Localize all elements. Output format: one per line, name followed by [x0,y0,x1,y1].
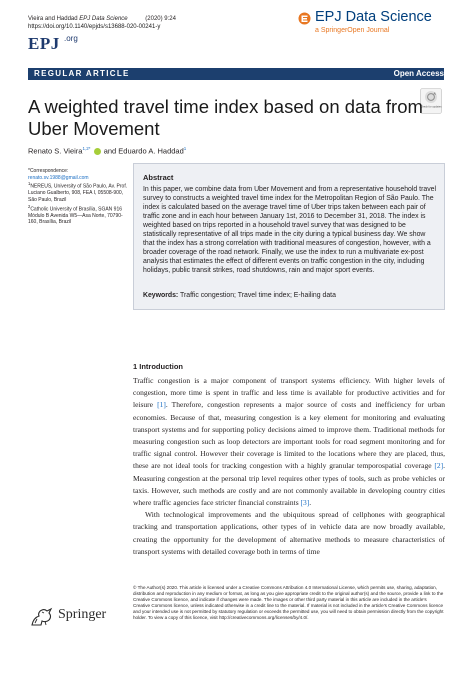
citation-authors: Vieira and Haddad [28,16,78,22]
affiliation-1-marker: 1 [28,181,31,187]
article-type-label: REGULAR ARTICLE [34,69,130,78]
orcid-icon[interactable] [94,148,101,155]
abstract-text: In this paper, we combine data from Uber Movement and from a representative household travel survey to constructs a weighted travel time index for the Metropolitan Region of São Paulo. The index is calculated based on the average travel time of Uber trips taken between each pair of traffic zone and in each hour between January 1st, 2016 to December 31, 2018. The index is weighted based on trips reported in a household travel survey that was designed to be statistically representative of all trips made in the city during a typical business day. We show that the index has a strong correlation with traditional measures of congestion, however, with a broader coverage of the road network. Finally, we use the index to run a multivariate ex-post analysis that estimates the effect of different events on traffic congestion in the city, including holidays, public transit strikes, road shutdowns, rain and major sport events. [143,186,437,275]
epj-org-suffix: .org [64,34,78,43]
keywords [143,292,437,299]
intro-paragraph-2: With technological improvements and the ubiquitous spread of cellphones with geographical tracking and transportation applications, other types of in vehicle data are now broadly available, creating the opportunity for the development of alternative methods to measure characteristics of transport systems with detailed coverage both in terms of time [133,510,445,556]
journal-brand-icon [298,12,311,25]
open-access-label: Open Access [393,69,444,78]
author-line [28,146,186,156]
check-for-updates-label: Check for updates [420,105,442,109]
keywords-list: Traffic congestion; Travel time index; E-hailing data [180,292,336,299]
citation-ref-3[interactable]: [3] [300,498,310,508]
article-title: A weighted travel time index based on data from Uber Movement [28,96,423,139]
journal-brand-title: EPJ Data Science [315,9,432,25]
author-2-affil: 1 [183,146,187,151]
author-1-affil: 1,2* [82,146,91,151]
author-2[interactable]: Eduardo A. Haddad [118,146,184,156]
section-heading-introduction: 1 Introduction [133,362,183,371]
citation-ref-2[interactable]: [2] [434,461,444,471]
license-text: © The Author(s) 2020. This article is licensed under a Creative Commons Attribution 4.0 International License, which permits use, sharing, adaptation, distribution and reproduction in any medium or format, as long as you give appropriate credit to the original author(s) and the source, provide a link to the Creative Commons licence, and indicate if changes were made. The images or other third party material in this article are included in the article's Creative Commons licence, unless indicated otherwise in a credit line to the material. If material is not included in the article's Creative Commons licence and your intended use is not permitted by statutory regulation or exceeds the permitted use, you will need to obtain permission directly from the copyright holder. To view a copy of this licence, visit http://creativecommons.org/licenses/by/4.0/. [133,585,444,621]
abstract-heading: Abstract [143,173,174,182]
citation-ref-1[interactable]: [1] [157,400,166,410]
citation-journal: EPJ Data Science [79,16,128,22]
intro-paragraph-1: Traffic congestion is a major component of transport systems efficiency. With higher levels of congestion, more time is spent in traffic and less time is available for productive activities and for leisure [1]. Therefore, congestion represents a major source of costs and inefficiency for urban economies. Because of that, measuring congestion is a key element for monitoring and evaluating transport systems and for supporting policy decisions aimed to improve them. Traditional methods for measuring congestion such as loop detectors are important tools for road segment monitoring and for traffic signal control. However their coverage is limited to the locations where they are placed, thus, these are not ideal tools for tracking congestion with a highly granular temporospatial coverage [2]. Measuring congestion at the personal trip level requires other types of tools, such as probe vehicles or taxis. However, such methods are costly and are not commonly available in developing country cities where traffic agencies face stricter financial constraints [3]. [133,376,445,508]
springer-wordmark: Springer [58,607,107,622]
springer-horse-icon [28,606,56,628]
correspondence-email[interactable]: renato.sv.1988@gmail.com [28,174,89,181]
affiliation-1: NEREUS, University of São Paulo, Av. Prof. Luciano Gualberto, 908, FEA I, 05508-900, São Paulo, Brazil [28,183,128,204]
doi-link[interactable]: https://doi.org/10.1140/epjds/s13688-020-00241-y [28,24,161,30]
epj-logo: EPJ [28,34,60,53]
keywords-label: Keywords: [143,292,179,299]
journal-brand-subtitle: a SpringerOpen Journal [315,27,390,34]
citation-line [28,15,176,23]
author-1[interactable]: Renato S. Vieira [28,146,83,156]
author-conjunction: and [103,146,117,156]
affiliation-2-marker: 2 [28,203,31,209]
introduction-body [133,375,445,558]
citation-year-page: (2020) 9:24 [145,16,176,22]
affiliation-2: Catholic University of Brasília, SGAN 916 Módulo B Avenida W5—Asa Norte, 70790-160, Brasília, Brazil [28,206,123,226]
correspondence-label: *Correspondence: [28,168,69,174]
affiliations [28,168,128,226]
